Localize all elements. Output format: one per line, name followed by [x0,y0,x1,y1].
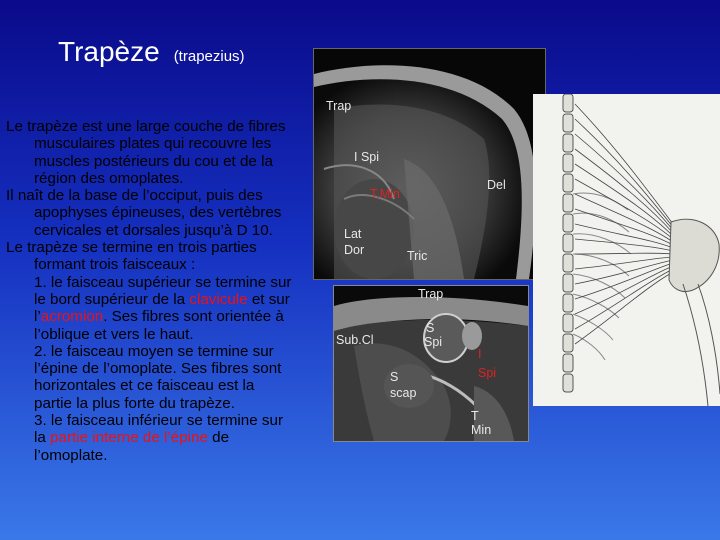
paragraph-insertion [6,239,292,464]
mri-label-dor: Dor [344,243,365,257]
faisceau-inferieur-b: de l’omoplate. [34,429,230,464]
slide-title [58,36,245,68]
mri-label-sspi-2: Spi [424,335,443,349]
faisceau-inferieur-a: 3. le faisceau inférieur se termine sur la [34,412,284,447]
mri-label-subcl: Sub.Cl [336,333,374,347]
mri-label-tmin-1: T [471,409,479,423]
mri-label-ispi: I Spi [354,150,380,164]
mri-label-trap: Trap [326,99,352,113]
mri-label-trap-axial: Trap [418,287,444,301]
mri-axial-image [333,285,529,442]
trapezius-drawing [533,94,720,406]
mri-label-sspi-1: S [426,321,435,335]
paragraph-origin-intro: Le trapèze est une large couche de fibres musculaires plates qui recouvre les muscles postérieurs du cou et de la région des omoplates. [6,118,286,187]
title-main: Trapèze [58,36,160,67]
mri-label-sscap-2: scap [390,386,417,400]
mri-coronal-image [313,48,546,280]
mri-label-del: Del [487,178,506,192]
faisceau-superieur-a: 1. le faisceau supérieur se termine sur le bord supérieur de la [34,273,292,308]
mri-label-tmin-2: Min [471,423,492,437]
faisceau-moyen: 2. le faisceau moyen se termine sur l’épine de l’omoplate. Ses fibres sont horizontales et ce faisceau est la partie la plus forte du trapèze. [34,342,282,412]
body-text [6,118,292,464]
insertion-intro: Le trapèze se termine en trois parties formant trois faisceaux : [6,239,257,274]
mri-label-tmin: T.Min [370,187,400,201]
mri-axial-graphic [334,286,528,441]
title-sub: (trapezius) [173,48,245,65]
faisceau-superieur-b: et sur l’ [34,290,290,326]
mri-label-lat: Lat [344,227,362,241]
acromion-term: acromion [40,308,104,326]
mri-label-tric: Tric [407,249,428,263]
mri-label-ispi-2: Spi [478,366,497,380]
trapezius-illustration [533,94,720,406]
mri-label-sscap-1: S [390,370,399,384]
epine-term: partie interne de l’épine [50,429,208,447]
mri-label-ispi-1: I [478,347,482,361]
paragraph-origin: Il naît de la base de l’occiput, puis des apophyses épineuses, des vertèbres cervicales et dorsales jusqu’à D 10. [6,187,282,239]
clavicule-term: clavicule [189,290,248,308]
faisceau-superieur-c: . Ses fibres sont orientée à l’oblique et vers le haut. [34,308,284,343]
